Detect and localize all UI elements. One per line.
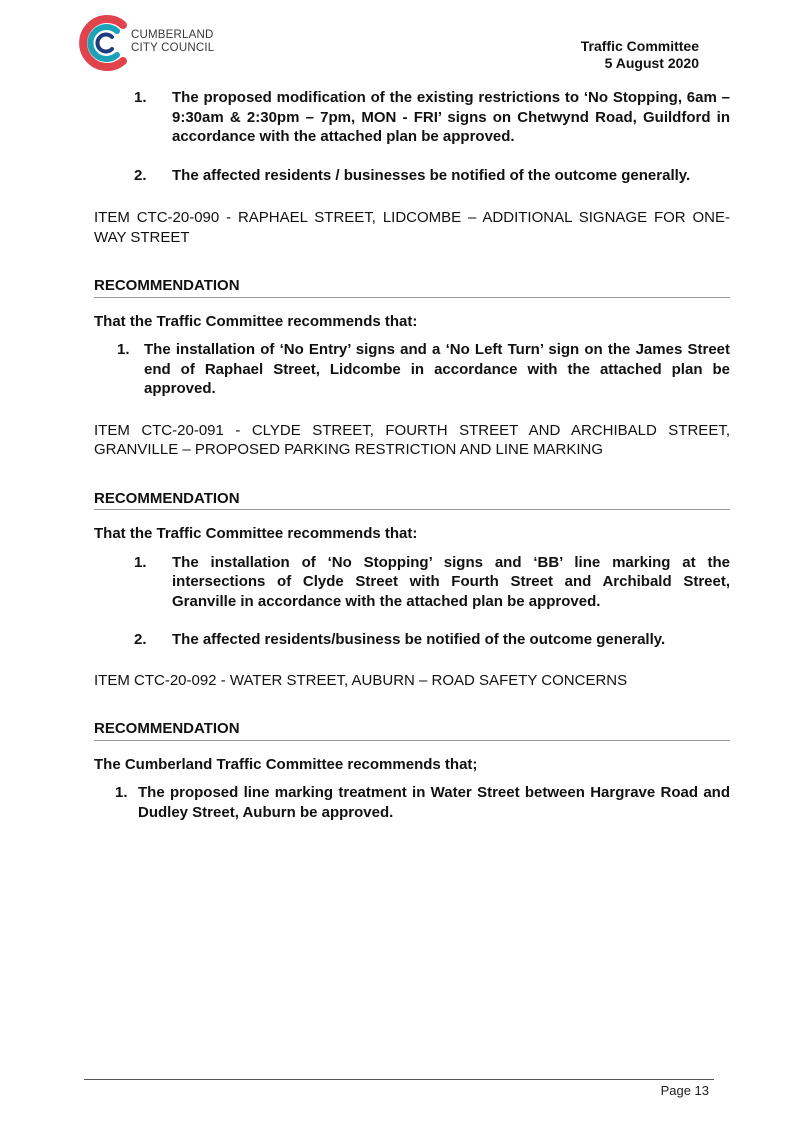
recommendation-list-continued: [94, 88, 730, 185]
recommendation-heading: RECOMMENDATION: [94, 276, 730, 298]
list-text: The proposed line marking treatment in Water Street between Hargrave Road and Dudley Street, Auburn be approved.: [138, 784, 730, 821]
recommendation-heading: RECOMMENDATION: [94, 489, 730, 511]
council-name-line1: CUMBERLAND: [131, 29, 214, 41]
list-text: The installation of ‘No Entry’ signs and a ‘No Left Turn’ sign on the James Street end of Raphael Street, Lidcombe in accordance with the attached plan be approved.: [144, 341, 730, 397]
list-text: The affected residents/business be notified of the outcome generally.: [172, 631, 666, 648]
page-number: Page 13: [660, 1083, 709, 1098]
list-text: The proposed modification of the existing restrictions to ‘No Stopping, 6am – 9:30am & 2:30pm – 7pm, MON - FRI’ signs on Chetwynd Road, Guildford in accordance with the attached plan be approved.: [172, 89, 730, 145]
recommendation-list-092: [94, 783, 730, 822]
list-number: 1.: [134, 89, 147, 106]
council-name-line2: CITY COUNCIL: [131, 42, 215, 54]
item-heading-092: ITEM CTC-20-092 - WATER STREET, AUBURN – ROAD SAFETY CONCERNS: [94, 671, 628, 689]
document-body: [94, 88, 730, 822]
meeting-date: 5 August 2020: [604, 55, 699, 71]
cumberland-logo-icon: [74, 12, 136, 74]
list-number: 1.: [117, 341, 130, 358]
list-item: [94, 553, 730, 612]
list-item: [94, 783, 730, 822]
list-item: [94, 340, 730, 399]
document-header: [581, 38, 699, 72]
recommendation-intro: The Cumberland Traffic Committee recommends that;: [94, 755, 478, 773]
list-number: 1.: [134, 553, 147, 571]
recommendation-heading: RECOMMENDATION: [94, 719, 730, 741]
list-text: The affected residents / businesses be notified of the outcome generally.: [172, 166, 691, 184]
recommendation-intro: That the Traffic Committee recommends that:: [94, 525, 418, 542]
list-number: 1.: [115, 784, 128, 801]
list-number: 2.: [134, 631, 147, 648]
list-text: The installation of ‘No Stopping’ signs and ‘BB’ line marking at the intersections of Clyde Street with Fourth Street and Archibald Street, Granville in accordance with the attached plan be approved.: [172, 553, 730, 610]
committee-name: Traffic Committee: [580, 38, 699, 54]
item-heading-090: ITEM CTC-20-090 - RAPHAEL STREET, LIDCOMBE – ADDITIONAL SIGNAGE FOR ONE-WAY STREET: [94, 209, 730, 246]
list-item: [94, 630, 730, 650]
recommendation-list-091: [94, 553, 730, 650]
item-heading-091: ITEM CTC-20-091 - CLYDE STREET, FOURTH STREET AND ARCHIBALD STREET, GRANVILLE – PROPOSED PARKING RESTRICTION AND LINE MARKING: [94, 421, 730, 458]
recommendation-intro: That the Traffic Committee recommends that:: [94, 312, 418, 330]
list-number: 2.: [134, 166, 147, 184]
list-item: [94, 166, 730, 186]
recommendation-list-090: [94, 340, 730, 399]
list-item: [94, 88, 730, 147]
footer-divider: [84, 1079, 714, 1080]
council-name: [131, 29, 214, 55]
